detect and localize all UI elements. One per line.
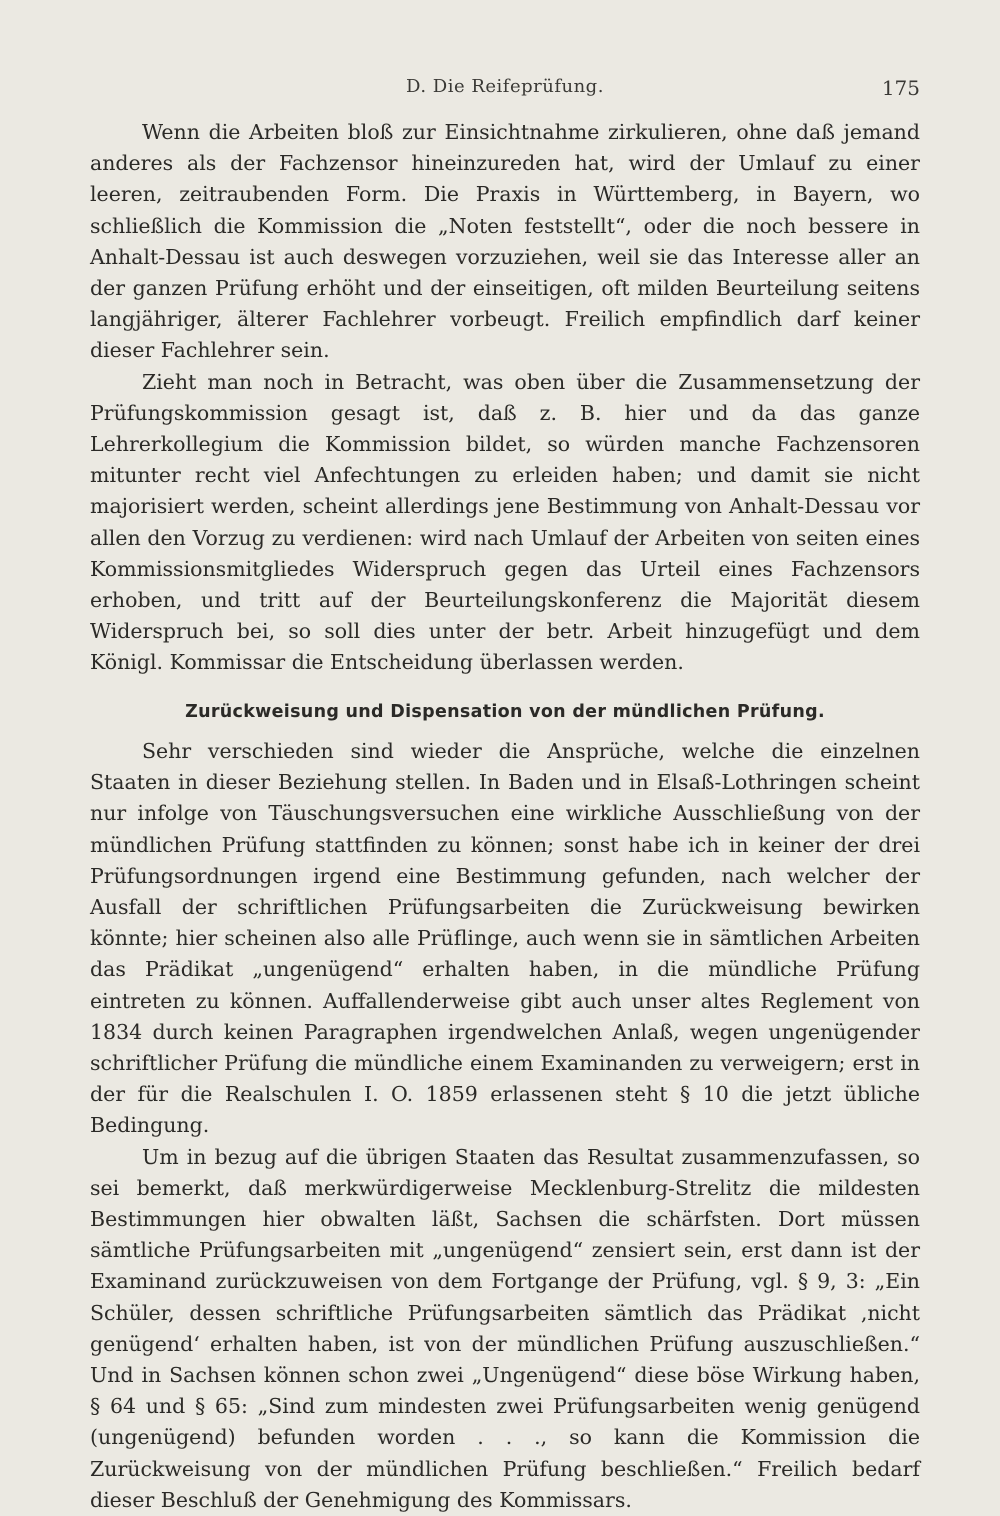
paragraph: Zieht man noch in Betracht, was oben über die Zusammensetzung der Prüfungskommission gesagt ist, daß z. B. hier und da das ganze Lehrerkollegium die Kommission bildet, so würden manche Fachzensoren mitunter recht viel Anfechtungen zu erleiden haben; und damit sie nicht majorisiert werden, scheint allerdings jene Bestimmung von Anhalt-Dessau vor allen den Vorzug zu verdienen: wird nach Umlauf der Arbeiten von seiten eines Kommissionsmitgliedes Widerspruch gegen das Urteil eines Fachzensors erhoben, und tritt auf der Beurteilungskonferenz die Majorität diesem Widerspruch bei, so soll dies unter der betr. Arbeit hinzugefügt und dem Königl. Kommissar die Entscheidung überlassen werden.	[90, 369, 920, 675]
paragraph: Um in bezug auf die übrigen Staaten das Resultat zusammenzufassen, so sei bemerkt, daß merkwürdigerweise Mecklenburg-Strelitz die mildesten Bestimmungen hier obwalten läßt, Sachsen die schärfsten. Dort müssen sämtliche Prüfungsarbeiten mit „ungenügend“ zensiert sein, erst dann ist der Examinand zurückzuweisen von dem Fortgange der Prüfung, vgl. § 9, 3: „Ein Schüler, dessen schriftliche Prüfungsarbeiten sämtlich das Prädikat ‚nicht genügend‘ erhalten haben, ist von der mündlichen Prüfung auszuschließen.“ Und in Sachsen können schon zwei „Ungenügend“ diese böse Wirkung haben, § 64 und § 65: „Sind zum mindesten zwei Prüfungsarbeiten wenig genügend (ungenügend) befunden worden . . ., so kann die Kommission die Zurückweisung von der mündlichen Prüfung beschließen.“ Freilich bedarf dieser Beschluß der Genehmigung des Kommissars.	[90, 1144, 920, 1512]
section-heading: Zurückweisung und Dispensation von der mündlichen Prüfung.	[185, 702, 825, 722]
paragraph: Sehr verschieden sind wieder die Ansprüche, welche die einzelnen Staaten in dieser Beziehung stellen. In Baden und in Elsaß-Lothringen scheint nur infolge von Täuschungsversuchen eine wirkliche Ausschließung von der mündlichen Prüfung stattfinden zu können; sonst habe ich in keiner der drei Prüfungsordnungen irgend eine Bestimmung gefunden, nach welcher der Ausfall der schriftlichen Prüfungsarbeiten die Zurückweisung bewirken könnte; hier scheinen also alle Prüflinge, auch wenn sie in sämtlichen Arbeiten das Prädikat „ungenügend“ erhalten haben, in die mündliche Prüfung eintreten zu können. Auffallenderweise gibt auch unser altes Reglement von 1834 durch keinen Paragraphen irgendwelchen Anlaß, wegen ungenügender schriftlicher Prüfung die mündliche einem Examinanden zu verweigern; erst in der für die Realschulen I. O. 1859 erlassenen steht § 10 die jetzt übliche Bedingung.	[90, 739, 920, 1138]
paragraph: Wenn die Arbeiten bloß zur Einsichtnahme zirkulieren, ohne daß jemand anderes als der Fachzensor hineinzureden hat, wird der Umlauf zu einer leeren, zeitraubenden Form. Die Praxis in Württemberg, in Bayern, wo schließlich die Kommission die „Noten feststellt“, oder die noch bessere in Anhalt-Dessau ist auch deswegen vorzuziehen, weil sie das Interesse aller an der ganzen Prüfung erhöht und der einseitigen, oft milden Beurteilung seitens langjähriger, älterer Fachlehrer vorbeugt. Freilich empfindlich darf keiner dieser Fachlehrer sein.	[90, 120, 920, 363]
running-head-title: D. Die Reifeprüfung.	[406, 76, 604, 97]
body-text-after-heading	[90, 736, 920, 1516]
running-head	[90, 76, 920, 106]
body-text-before-heading	[90, 117, 920, 679]
page-number: 175	[881, 76, 920, 100]
